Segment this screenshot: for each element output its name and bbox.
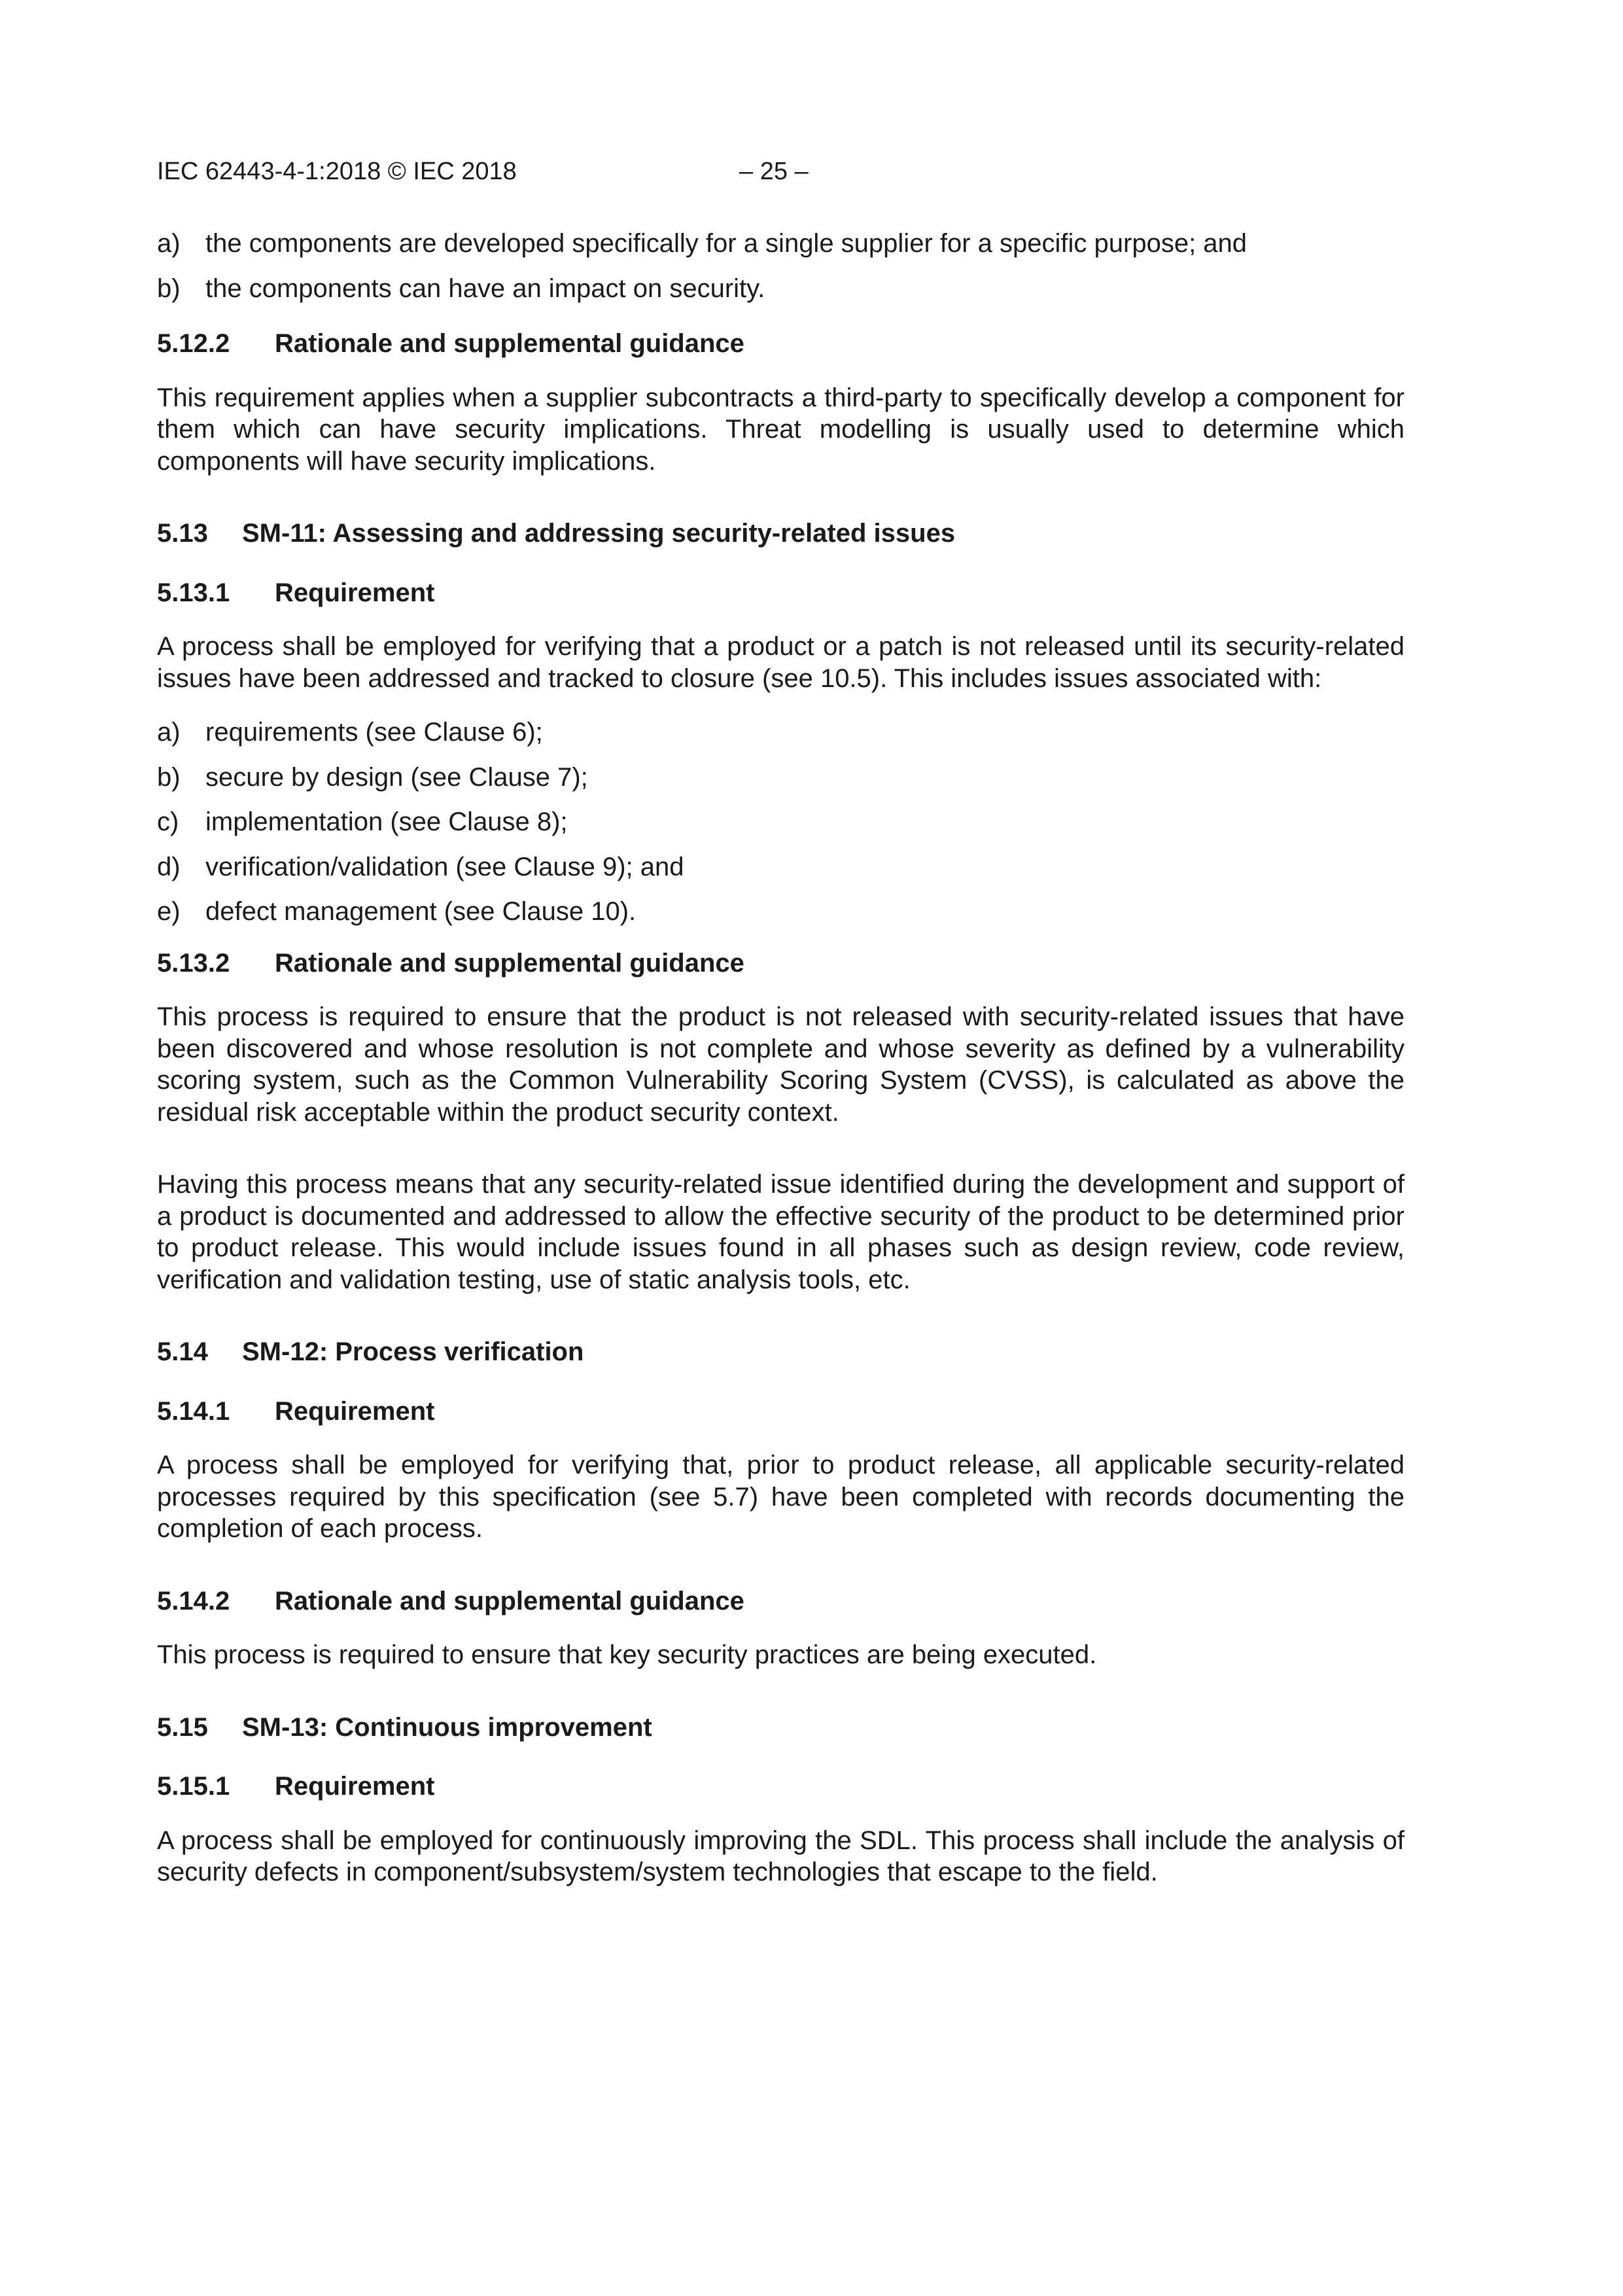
list-item-text: secure by design (see Clause 7); [205, 762, 588, 792]
list-item [157, 228, 1405, 260]
section-title: Requirement [275, 1396, 435, 1426]
list-item [157, 806, 1405, 838]
list-item-text: requirements (see Clause 6); [205, 718, 543, 747]
section-heading-5-13-2 [157, 947, 1405, 980]
section-title: Requirement [275, 578, 435, 607]
list-marker: d) [157, 852, 181, 881]
section-heading-5-14-2 [157, 1585, 1405, 1617]
list-item-text: the components can have an impact on security. [205, 274, 765, 303]
section-heading-5-12-2 [157, 328, 1405, 360]
list-item [157, 851, 1405, 883]
section-heading-5-14 [157, 1336, 1405, 1368]
section-number: 5.13.2 [157, 948, 230, 978]
section-number: 5.15 [157, 1712, 208, 1742]
section-title: SM-11: Assessing and addressing security-related issues [242, 519, 956, 548]
section-number: 5.14 [157, 1337, 208, 1366]
section-number: 5.14.1 [157, 1396, 230, 1426]
list-marker: a) [157, 718, 181, 747]
section-title: Rationale and supplemental guidance [275, 948, 744, 978]
list-item [157, 896, 1405, 928]
paragraph: Having this process means that any security-related issue identified during the development and support of a product is documented and addressed to allow the effective security of the product to be determined prior to product release. This would include issues found in all phases such as design review, code review, verification and validation testing, use of static analysis tools, etc. [157, 1170, 1405, 1294]
section-heading-5-13-1 [157, 577, 1405, 609]
section-number: 5.13.1 [157, 578, 230, 607]
section-heading-5-15 [157, 1712, 1405, 1744]
list-item [157, 273, 1405, 305]
section-title: Rationale and supplemental guidance [275, 329, 744, 358]
paragraph: This requirement applies when a supplier subcontracts a third-party to specifically develop a component for them which can have security implications. Threat modelling is usually used to determine which components will have security implications. [157, 383, 1405, 476]
document-body [157, 228, 1405, 1911]
section-number: 5.12.2 [157, 329, 230, 358]
list-item-text: defect management (see Clause 10). [205, 897, 637, 926]
section-title: SM-13: Continuous improvement [242, 1712, 652, 1742]
list-marker: a) [157, 229, 181, 258]
list-marker: b) [157, 274, 181, 303]
list-item [157, 762, 1405, 794]
list-item-text: the components are developed specifically for a single supplier for a specific purpose; and [205, 229, 1248, 258]
page-number: – 25 – [739, 158, 809, 185]
section-heading-5-14-1 [157, 1396, 1405, 1428]
list-marker: c) [157, 807, 179, 836]
section-title: SM-12: Process verification [242, 1337, 584, 1366]
paragraph: A process shall be employed for verifying that a product or a patch is not released until its security-related issues have been addressed and tracked to closure (see 10.5). This includes issues associated with: [157, 632, 1405, 693]
section-heading-5-15-1 [157, 1771, 1405, 1803]
document-reference: IEC 62443-4-1:2018 © IEC 2018 [157, 158, 517, 185]
section-title: Requirement [275, 1772, 435, 1801]
section-number: 5.13 [157, 519, 208, 548]
list-item-text: verification/validation (see Clause 9); and [205, 852, 684, 881]
section-title: Rationale and supplemental guidance [275, 1586, 744, 1616]
list-marker: b) [157, 762, 181, 792]
section-number: 5.15.1 [157, 1772, 230, 1801]
paragraph: A process shall be employed for continuously improving the SDL. This process shall include the analysis of security defects in component/subsystem/system technologies that escape to the field. [157, 1826, 1405, 1886]
paragraph: This process is required to ensure that the product is not released with security-related issues that have been discovered and whose resolution is not complete and whose severity as defined by a vulnerability scoring system, such as the Common Vulnerability Scoring System (CVSS), is calculated as above the residual risk acceptable within the product security context. [157, 1002, 1405, 1127]
section-heading-5-13 [157, 518, 1405, 550]
section-number: 5.14.2 [157, 1586, 230, 1616]
paragraph: A process shall be employed for verifying that, prior to product release, all applicable security-related processes required by this specification (see 5.7) have been completed with records documenting the completion of each process. [157, 1451, 1405, 1543]
list-item [157, 716, 1405, 749]
list-marker: e) [157, 897, 181, 926]
paragraph: This process is required to ensure that key security practices are being executed. [157, 1640, 1097, 1669]
list-item-text: implementation (see Clause 8); [205, 807, 568, 836]
